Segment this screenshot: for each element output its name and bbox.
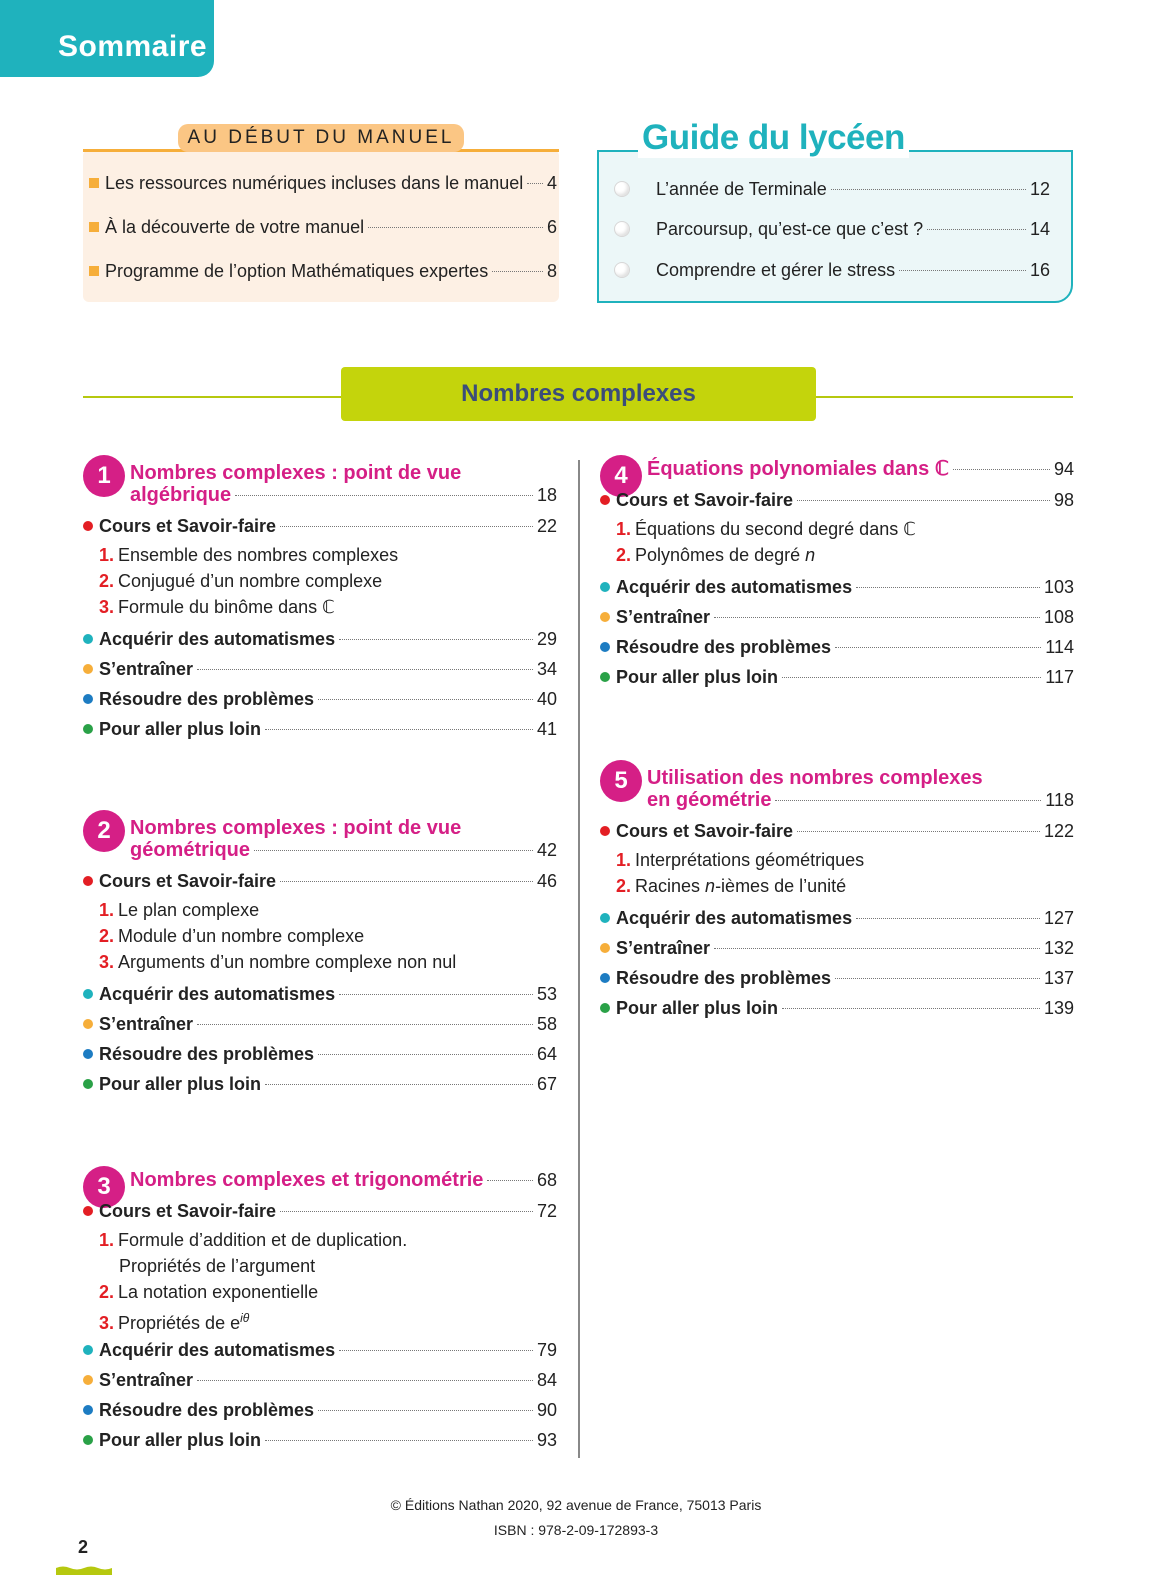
leader-dots	[318, 699, 533, 700]
toc-row-page: 114	[1045, 637, 1074, 657]
toc-row-page: 64	[536, 1044, 557, 1064]
toc-row[interactable]	[600, 663, 1074, 691]
toc-row[interactable]	[600, 934, 1074, 962]
chapter-number-badge: 5	[600, 760, 642, 802]
leader-dots	[856, 587, 1040, 588]
chapter-title-row[interactable]	[130, 481, 557, 509]
debut-label: AU DÉBUT DU MANUEL	[178, 124, 464, 152]
toc-row[interactable]	[83, 715, 557, 743]
chapter-title-row[interactable]	[130, 836, 557, 864]
toc-row-label: Acquérir des automatismes	[99, 629, 336, 649]
toc-row-label: S’entraîner	[99, 1370, 194, 1390]
bullet-dot-icon	[83, 521, 93, 531]
toc-row-page: 90	[536, 1400, 557, 1420]
sommaire-tab	[0, 0, 214, 77]
bullet-dot-icon	[83, 724, 93, 734]
bullet-dot-icon	[600, 973, 610, 983]
bullet-dot-icon	[600, 495, 610, 505]
subsection-item-cont: Propriétés de l’argument	[119, 1256, 316, 1276]
toc-row-label: Acquérir des automatismes	[99, 984, 336, 1004]
toc-row-page: 72	[536, 1201, 557, 1221]
bullet-dot-icon	[83, 989, 93, 999]
bullet-dot-icon	[600, 943, 610, 953]
toc-row-page: 108	[1043, 607, 1074, 627]
leader-dots	[197, 1024, 533, 1025]
bullet-dot-icon	[83, 1405, 93, 1415]
column-divider	[578, 460, 580, 1458]
chapter-title-line2: en géométrie	[647, 789, 772, 811]
toc-row-label: Cours et Savoir-faire	[616, 490, 794, 510]
chapter-title-row[interactable]	[647, 455, 1074, 483]
toc-row-page: 34	[536, 659, 557, 679]
leader-dots	[265, 729, 533, 730]
toc-row[interactable]	[83, 512, 557, 540]
leader-dots	[339, 639, 533, 640]
toc-row[interactable]	[600, 964, 1074, 992]
section-title: Nombres complexes	[341, 367, 816, 421]
leader-dots	[856, 918, 1040, 919]
square-bullet-icon	[89, 222, 99, 232]
toc-row-label: Pour aller plus loin	[99, 1074, 262, 1094]
leader-dots	[280, 526, 533, 527]
bullet-dot-icon	[83, 1206, 93, 1216]
toc-row[interactable]	[600, 486, 1074, 514]
toc-row-page: 22	[536, 516, 557, 536]
toc-row-page: 58	[536, 1014, 557, 1034]
leader-dots	[835, 978, 1040, 979]
toc-row[interactable]	[83, 1396, 557, 1424]
toc-row-page: 41	[536, 719, 557, 739]
leader-dots	[835, 647, 1041, 648]
leader-dots	[318, 1410, 533, 1411]
copyright: © Éditions Nathan 2020, 92 avenue de France, 75013 Paris	[390, 1497, 762, 1513]
bullet-dot-icon	[83, 664, 93, 674]
subsection-item[interactable]: 1. Le plan complexe	[99, 900, 260, 920]
chapter-title[interactable]: Utilisation des nombres complexes	[647, 767, 983, 789]
toc-row[interactable]	[83, 655, 557, 683]
bullet-dot-icon	[600, 582, 610, 592]
page-number-wave	[56, 1565, 112, 1575]
bullet-dot-icon	[83, 634, 93, 644]
square-bullet-icon	[89, 178, 99, 188]
isbn: ISBN : 978-2-09-172893-3	[493, 1522, 659, 1538]
toc-row-page: 93	[536, 1430, 557, 1450]
leader-dots	[197, 669, 533, 670]
section-rule-left	[83, 396, 341, 398]
chapter-page: 42	[536, 840, 557, 860]
toc-row-page: 137	[1043, 968, 1074, 988]
toc-row-page: 40	[536, 689, 557, 709]
subsection-item[interactable]: 1. Interprétations géométriques	[616, 850, 865, 870]
toc-row-page: 122	[1043, 821, 1074, 841]
leader-dots	[775, 800, 1041, 801]
chapter-title[interactable]: Nombres complexes : point de vue	[130, 462, 462, 484]
toc-row[interactable]	[83, 1010, 557, 1038]
toc-row-label: Pour aller plus loin	[616, 998, 779, 1018]
toc-row[interactable]	[600, 904, 1074, 932]
bullet-dot-icon	[83, 694, 93, 704]
subsection-item[interactable]: 2. Conjugué d’un nombre complexe	[99, 571, 383, 591]
toc-row-page: 127	[1043, 908, 1074, 928]
toc-row[interactable]	[600, 573, 1074, 601]
page-number: 2	[78, 1537, 89, 1557]
toc-row-page: 29	[536, 629, 557, 649]
subsection-item[interactable]: 3. Propriétés de $e^{i\theta}$	[99, 1311, 250, 1333]
chapter-title-line2: algébrique	[130, 484, 232, 506]
chapter-title-row[interactable]	[130, 1166, 557, 1194]
guide-title: Guide du lycéen	[638, 118, 909, 158]
tab-label: Sommaire	[58, 30, 208, 63]
chapter-number-badge: 3	[83, 1166, 125, 1208]
debut-item[interactable]: Les ressources numériques incluses dans le manuel 4	[89, 169, 557, 197]
toc-row[interactable]	[83, 1040, 557, 1068]
toc-row-label: S’entraîner	[99, 1014, 194, 1034]
subsection-item[interactable]: 2. Module d’un nombre complexe	[99, 926, 365, 946]
toc-row[interactable]	[83, 1070, 557, 1098]
guide-item[interactable]: Parcoursup, qu’est-ce que c’est ? 14	[614, 215, 1050, 243]
subsection-item[interactable]: 2. Polynômes de degré n	[616, 545, 816, 565]
circle-bullet-icon	[614, 181, 630, 197]
toc-row-label: Acquérir des automatismes	[616, 908, 853, 928]
leader-dots	[714, 617, 1040, 618]
debut-item[interactable]: À la découverte de votre manuel 6	[89, 213, 557, 241]
subsection-item[interactable]: 1. Formule d’addition et de duplication.	[99, 1230, 408, 1250]
chapter-number-badge: 1	[83, 455, 125, 497]
toc-row[interactable]	[83, 1426, 557, 1454]
chapter-title[interactable]: Nombres complexes : point de vue	[130, 817, 462, 839]
toc-row-page: 84	[536, 1370, 557, 1390]
toc-row-label: Résoudre des problèmes	[616, 637, 832, 657]
chapter-number-badge: 2	[83, 810, 125, 852]
section-rule-right	[816, 396, 1073, 398]
toc-row-page: 132	[1043, 938, 1074, 958]
toc-row-page: 103	[1043, 577, 1074, 597]
guide-item[interactable]: Comprendre et gérer le stress 16	[614, 256, 1050, 284]
chapter-title-line2: géométrique	[130, 839, 251, 861]
leader-dots	[280, 881, 533, 882]
toc-row-label: S’entraîner	[616, 938, 711, 958]
toc-row[interactable]	[83, 1336, 557, 1364]
subsection-item[interactable]: 3. Arguments d’un nombre complexe non nul	[99, 952, 457, 972]
leader-dots	[797, 831, 1040, 832]
toc-row-label: Cours et Savoir-faire	[99, 1201, 277, 1221]
bullet-dot-icon	[83, 1019, 93, 1029]
leader-dots	[782, 1008, 1040, 1009]
toc-row-label: Pour aller plus loin	[99, 1430, 262, 1450]
leader-dots	[265, 1084, 533, 1085]
bullet-dot-icon	[83, 1079, 93, 1089]
bullet-dot-icon	[600, 642, 610, 652]
leader-dots	[797, 500, 1050, 501]
bullet-dot-icon	[600, 612, 610, 622]
toc-row-label: Cours et Savoir-faire	[99, 871, 277, 891]
toc-row[interactable]	[83, 980, 557, 1008]
bullet-dot-icon	[600, 826, 610, 836]
leader-dots	[265, 1440, 533, 1441]
toc-row-page: 79	[536, 1340, 557, 1360]
bullet-dot-icon	[600, 672, 610, 682]
subsection-item[interactable]: 2. Racines n-ièmes de l’unité	[616, 876, 847, 896]
bullet-dot-icon	[83, 1345, 93, 1355]
leader-dots	[197, 1380, 533, 1381]
toc-row-label: Acquérir des automatismes	[616, 577, 853, 597]
circle-bullet-icon	[614, 262, 630, 278]
toc-row[interactable]	[83, 1197, 557, 1225]
bullet-dot-icon	[600, 913, 610, 923]
toc-row-label: S’entraîner	[99, 659, 194, 679]
toc-row-page: 53	[536, 984, 557, 1004]
toc-row[interactable]	[600, 603, 1074, 631]
toc-row-label: Acquérir des automatismes	[99, 1340, 336, 1360]
toc-row-label: Pour aller plus loin	[99, 719, 262, 739]
subsection-item[interactable]: 2. La notation exponentielle	[99, 1282, 319, 1302]
leader-dots	[318, 1054, 533, 1055]
leader-dots	[254, 850, 533, 851]
square-bullet-icon	[89, 266, 99, 276]
toc-row[interactable]	[600, 633, 1074, 661]
bullet-dot-icon	[83, 1435, 93, 1445]
toc-row-page: 46	[536, 871, 557, 891]
toc-row-label: Cours et Savoir-faire	[616, 821, 794, 841]
subsection-item[interactable]: 3. Formule du binôme dans ℂ	[99, 597, 335, 617]
leader-dots	[953, 469, 1050, 470]
subsection-item[interactable]: 1. Ensemble des nombres complexes	[99, 545, 399, 565]
leader-dots	[714, 948, 1040, 949]
toc-row-label: Pour aller plus loin	[616, 667, 779, 687]
bullet-dot-icon	[83, 1049, 93, 1059]
toc-row-page: 67	[536, 1074, 557, 1094]
leader-dots	[782, 677, 1041, 678]
toc-row[interactable]	[83, 625, 557, 653]
chapter-number-badge: 4	[600, 455, 642, 497]
toc-row-page: 139	[1043, 998, 1074, 1018]
chapter-title-row[interactable]	[647, 786, 1074, 814]
toc-row[interactable]	[600, 817, 1074, 845]
toc-row-label: Résoudre des problèmes	[99, 1400, 315, 1420]
toc-row-page: 117	[1045, 667, 1074, 687]
toc-row[interactable]	[83, 685, 557, 713]
chapter-page: 118	[1045, 790, 1074, 810]
chapter-page: 68	[536, 1170, 557, 1190]
leader-dots	[235, 495, 533, 496]
leader-dots	[280, 1211, 533, 1212]
bullet-dot-icon	[600, 1003, 610, 1013]
toc-row-label: Résoudre des problèmes	[99, 1044, 315, 1064]
bullet-dot-icon	[83, 876, 93, 886]
chapter-page: 94	[1053, 459, 1074, 479]
bullet-dot-icon	[83, 1375, 93, 1385]
toc-row-label: Cours et Savoir-faire	[99, 516, 277, 536]
guide-item[interactable]: L’année de Terminale 12	[614, 175, 1050, 203]
toc-row-page: 98	[1053, 490, 1074, 510]
leader-dots	[339, 994, 533, 995]
chapter-title: Équations polynomiales dans ℂ	[647, 458, 949, 480]
toc-row[interactable]	[600, 994, 1074, 1022]
toc-row[interactable]	[83, 867, 557, 895]
debut-item[interactable]: Programme de l’option Mathématiques expertes 8	[89, 257, 557, 285]
toc-row-label: Résoudre des problèmes	[99, 689, 315, 709]
chapter-title: Nombres complexes et trigonométrie	[130, 1169, 484, 1191]
toc-row-label: Résoudre des problèmes	[616, 968, 832, 988]
chapter-page: 18	[536, 485, 557, 505]
leader-dots	[339, 1350, 533, 1351]
toc-row-label: S’entraîner	[616, 607, 711, 627]
leader-dots	[487, 1180, 533, 1181]
subsection-item[interactable]: 1. Équations du second degré dans ℂ	[616, 519, 916, 539]
circle-bullet-icon	[614, 221, 630, 237]
toc-row[interactable]	[83, 1366, 557, 1394]
